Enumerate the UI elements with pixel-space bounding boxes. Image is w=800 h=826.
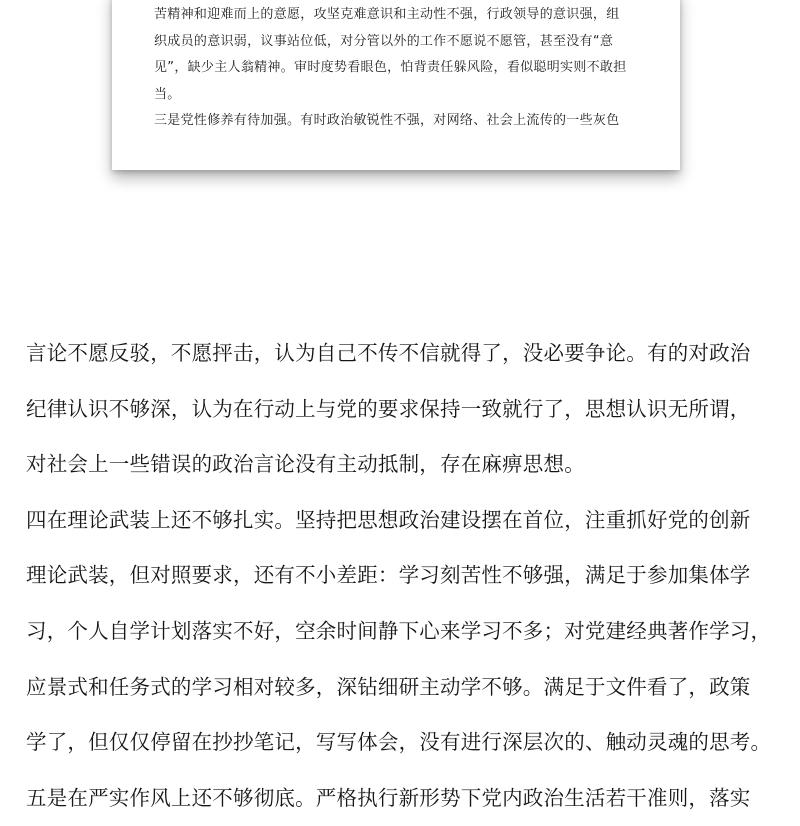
preview-line: 织成员的意识弱，议事站位低，对分管以外的工作不愿说不愿管，甚至没有“意 bbox=[154, 33, 614, 49]
body-line: 纪律认识不够深，认为在行动上与党的要求保持一致就行了，思想认识无所谓， bbox=[26, 396, 751, 421]
preview-line: 三是党性修养有待加强。有时政治敏锐性不强，对网络、社会上流传的一些灰色 bbox=[154, 113, 620, 128]
preview-line: 苦精神和迎难而上的意愿，攻坚克难意识和主动性不强，行政领导的意识强，组 bbox=[154, 7, 620, 22]
preview-text bbox=[154, 2, 654, 135]
preview-line: 当。 bbox=[154, 86, 181, 102]
document-body bbox=[26, 326, 786, 826]
preview-line: 见”，缺少主人翁精神。审时度势看眼色，怕背责任躲风险，看似聪明实则不敢担 bbox=[154, 60, 627, 75]
body-line: 习，个人自学计划落实不好，空余时间静下心来学习不多；对党建经典著作学习， bbox=[26, 618, 772, 643]
body-line: 学了，但仅仅停留在抄抄笔记，写写体会，没有进行深层次的、触动灵魂的思考。 bbox=[26, 730, 772, 755]
body-line: 四在理论武装上还不够扎实。坚持把思想政治建设摆在首位，注重抓好党的创新 bbox=[26, 507, 751, 532]
body-line: 对社会上一些错误的政治言论没有主动抵制，存在麻痹思想。 bbox=[26, 452, 585, 477]
document-preview-card bbox=[112, 0, 680, 170]
body-line: 言论不愿反驳，不愿抨击，认为自己不传不信就得了，没必要争论。有的对政治 bbox=[26, 341, 751, 365]
body-line: 理论武装，但对照要求，还有不小差距：学习刻苦性不够强，满足于参加集体学 bbox=[26, 563, 751, 588]
body-line: 应景式和任务式的学习相对较多，深钻细研主动学不够。满足于文件看了，政策 bbox=[26, 674, 751, 699]
body-line: 五是在严实作风上还不够彻底。严格执行新形势下党内政治生活若干准则，落实 bbox=[26, 785, 751, 810]
